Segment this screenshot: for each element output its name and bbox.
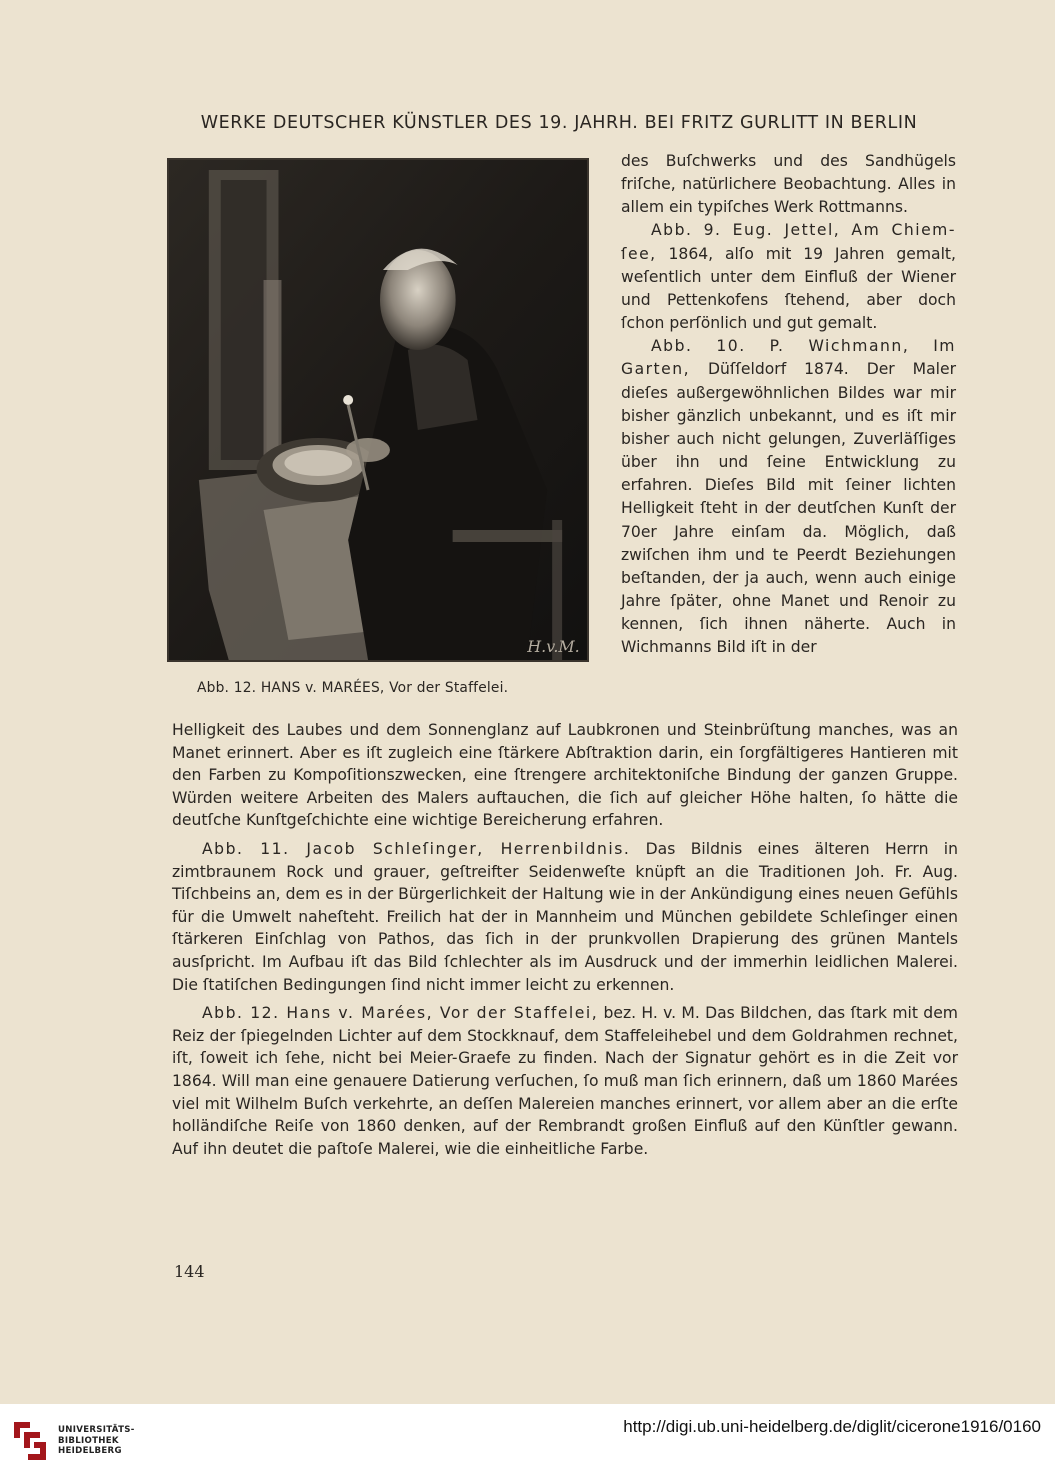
painting-illustration <box>167 158 589 662</box>
right-text-column <box>621 150 956 659</box>
entry-heading: Abb. 12. Hans v. Marées, Vor der Staffelei, <box>202 1004 599 1023</box>
paragraph: des Buſchwerks und des Sandhügels friſche, natürlichere Beobachtung. Alles in allem ein typiſches Werk Rottmanns. <box>621 152 956 217</box>
figure-caption: Abb. 12. HANS v. MARÉES, Vor der Staffelei. <box>197 680 509 696</box>
footer-bar <box>0 1404 1055 1480</box>
full-width-text <box>172 719 958 1160</box>
entry-text: Düſſeldorf 1874. Der Maler dieſes außergewöhnlichen Bildes war mir bisher gänzlich unbekannt, und es iſt mir bisher auch nicht gelungen, Zuverläſſiges über ihn und ſeine Entwicklung zu erfahren. Dieſes Bild mit ſeiner lichten Helligkeit ſteht in der deutſchen Kunſt der 70er Jahre einſam da. Möglich, daß zwiſchen ihm und te Peerdt Beziehungen beſtanden, der ja auch, wenn auch einige Jahre ſpäter, ohne Manet und Renoir zu kennen, ſich ihnen näherte. Auch in Wichmanns Bild iſt in der <box>621 360 956 657</box>
page-number: 144 <box>174 1262 205 1281</box>
entry-text: 1864, alſo mit 19 Jahren gemalt, weſentlich unter dem Einfluß der Wiener und Pettenkofens ſtehend, aber doch ſchon perſönlich und gut gemalt. <box>621 244 956 333</box>
paragraph <box>172 1002 958 1160</box>
paragraph <box>172 838 958 996</box>
source-url-link[interactable]: http://digi.ub.uni-heidelberg.de/diglit/cicerone1916/0160 <box>623 1417 1041 1436</box>
paragraph <box>621 219 956 335</box>
painting-image <box>169 160 587 660</box>
entry-text: Das Bildnis eines älteren Herrn in zimtbraunem Rock und grauer, geſtreifter Seidenweſte knüpft an die Traditionen Joh. Fr. Aug. Tiſchbeins an, dem es in der Bürgerlichkeit der Haltung wie in der Ankündigung eines neuen Gefühls für die Umwelt naheſteht. Freilich hat der in Mannheim und München gebildete Schleſinger einen ſtärkeren Einſchlag von Pathos, das ſich in der prunkvollen Drapierung des grünen Mantels ausſpricht. Im Aufbau iſt das Bild ſchlechter als im Ausdruck und der immerhin leidlichen Malerei. Die ſtatiſchen Bedingungen ſind nicht immer leicht zu erkennen. <box>172 839 959 994</box>
running-header: WERKE DEUTSCHER KÜNSTLER DES 19. JAHRH. BEI FRITZ GURLITT IN BERLIN <box>200 113 918 133</box>
paragraph <box>621 335 956 659</box>
painting-signature: H.v.M. <box>527 636 580 657</box>
entry-heading: Abb. 11. Jacob Schleſinger, Herrenbildnis. <box>202 839 631 858</box>
entry-heading: Abb. 9. Eug. Jettel, Am Chiem-ſee, <box>621 221 956 263</box>
library-logo-icon <box>10 1418 50 1464</box>
entry-heading: Abb. 10. P. Wichmann, Im Garten, <box>621 337 956 379</box>
library-name: UNIVERSITÄTS- BIBLIOTHEK HEIDELBERG <box>58 1425 135 1456</box>
paragraph: Helligkeit des Laubes und dem Sonnenglanz auf Laubkronen und Steinbrüſtung manches, was an Manet erinnert. Aber es iſt zugleich eine ſtärkere Abſtraktion darin, ein ſorgfältigeres Hantieren mit den Farben zu Kompoſitionszwecken, eine ſtrengere architektoniſche Bindung der ganzen Gruppe. Würden weitere Arbeiten des Malers auftauchen, die ſich auf gleicher Höhe halten, ſo hätte die deutſche Kunſtgeſchichte eine wichtige Bereicherung erfahren. <box>172 721 958 830</box>
entry-text: bez. H. v. M. Das Bildchen, das ſtark mit dem Reiz der ſpiegelnden Lichter auf dem Stockknauf, dem Staffeleihebel und dem Goldrahmen rechnet, iſt, ſoweit ich ſehe, nicht bei Meier-Graefe zu finden. Nach der Signatur gehört es in die Zeit vor 1864. Will man eine genauere Datierung verſuchen, ſo muß man ſich erinnern, daß um 1860 Marées viel mit Wilhelm Buſch verkehrte, an deſſen Malereien manches erinnert, vor allem aber an die erſte holländiſche Reiſe von 1860 denken, auf der Rembrandt großen Einfluß auf den Künſtler gewann. Auf ihn deutet die paſtoſe Malerei, wie die einheitliche Farbe. <box>172 1004 958 1158</box>
